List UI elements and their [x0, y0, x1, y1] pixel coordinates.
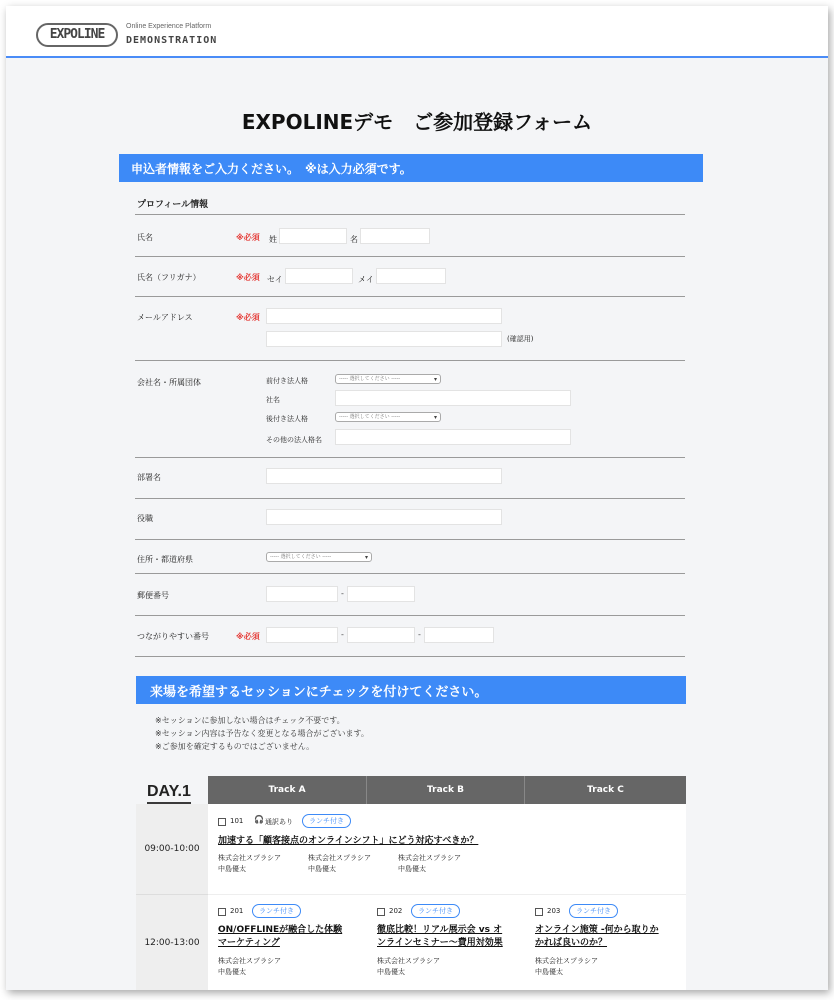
- logo-subtitle: DEMONSTRATION: [126, 35, 218, 46]
- company-name-input[interactable]: [335, 390, 571, 406]
- phone-input-2[interactable]: [347, 627, 415, 643]
- suffix-corp-label: 後付き法人格: [266, 415, 308, 423]
- divider: [135, 573, 685, 574]
- logo-tagline: Online Experience Platform: [126, 23, 212, 30]
- session-notes: [155, 714, 369, 753]
- divider: [135, 539, 685, 540]
- track-c-header: Track C: [525, 776, 686, 804]
- postal-label: 郵便番号: [137, 591, 169, 600]
- page-frame: [6, 6, 828, 990]
- other-corp-input[interactable]: [335, 429, 571, 445]
- phone-input-3[interactable]: [424, 627, 494, 643]
- department-input[interactable]: [266, 468, 502, 484]
- speaker: 株式会社スプラシア 中島優太: [398, 854, 461, 873]
- divider: [135, 360, 685, 361]
- suffix-corp-select[interactable]: ----- 選択してください ----- ▾: [335, 412, 441, 422]
- room-number: 101: [230, 817, 244, 825]
- session-checkbox[interactable]: [218, 908, 226, 916]
- session-checkbox[interactable]: [218, 818, 226, 826]
- postal-separator: -: [341, 589, 344, 598]
- divider: [135, 498, 685, 499]
- speaker: 株式会社スプラシア 中島優太: [218, 957, 281, 976]
- form-banner: 申込者情報をご入力ください。 ※は入力必須です。: [119, 154, 703, 182]
- lunch-badge: ランチ付き: [411, 904, 460, 918]
- required-mark: ※必須: [236, 233, 260, 242]
- session-checkbox[interactable]: [377, 908, 385, 916]
- room-number: 201: [230, 907, 244, 915]
- room-number: 203: [547, 907, 561, 915]
- position-label: 役職: [137, 514, 153, 523]
- email-confirm-note: (確認用): [507, 335, 534, 343]
- site-header: [6, 6, 828, 58]
- expoline-logo[interactable]: EXPOLINE: [36, 23, 118, 47]
- phone-label: つながりやすい番号: [137, 632, 209, 641]
- lunch-badge: ランチ付き: [252, 904, 301, 918]
- speaker: 株式会社スプラシア 中島優太: [218, 854, 281, 873]
- time-cell: 09:00-10:00: [136, 804, 208, 894]
- divider: [135, 256, 685, 257]
- speaker: 株式会社スプラシア 中島優太: [377, 957, 440, 976]
- page-title: EXPOLINEデモ ご参加登録フォーム: [241, 110, 593, 134]
- headphones-icon: 🎧: [254, 815, 264, 824]
- phone-separator: -: [418, 630, 421, 639]
- chevron-down-icon: ▾: [433, 414, 437, 421]
- kana-label: 氏名（フリガナ）: [137, 273, 201, 282]
- first-name-label: 名: [350, 235, 358, 244]
- session-checkbox[interactable]: [535, 908, 543, 916]
- postal-input-2[interactable]: [347, 586, 415, 602]
- chevron-down-icon: ▾: [433, 376, 437, 383]
- first-kana-input[interactable]: [376, 268, 446, 284]
- room-number: 202: [389, 907, 403, 915]
- session-banner: 来場を希望するセッションにチェックを付けてください。: [136, 676, 686, 704]
- company-name-label: 社名: [266, 396, 280, 404]
- lunch-badge: ランチ付き: [302, 814, 351, 828]
- day-label: DAY.1: [147, 783, 191, 805]
- phone-input-1[interactable]: [266, 627, 338, 643]
- divider: [135, 457, 685, 458]
- speaker: 株式会社スプラシア 中島優太: [308, 854, 371, 873]
- required-mark: ※必須: [236, 632, 260, 641]
- divider: [135, 214, 685, 215]
- interpretation-label: 通訳あり: [265, 818, 293, 826]
- postal-input-1[interactable]: [266, 586, 338, 602]
- divider: [135, 615, 685, 616]
- other-corp-label: その他の法人格名: [266, 436, 322, 444]
- session-title-link[interactable]: 徹底比較！リアル展示会 vs オ ンラインセミナー～費用対効果: [377, 925, 503, 948]
- prefix-corp-select[interactable]: ----- 選択してください ----- ▾: [335, 374, 441, 384]
- last-kana-label: セイ: [267, 275, 283, 284]
- track-b-header: Track B: [367, 776, 524, 804]
- time-cell: 12:00-13:00: [136, 894, 208, 990]
- note-line: ※ご参加を確定するものではございません。: [155, 742, 315, 751]
- first-name-input[interactable]: [360, 228, 430, 244]
- required-mark: ※必須: [236, 313, 260, 322]
- required-mark: ※必須: [236, 273, 260, 282]
- profile-section-heading: プロフィール情報: [137, 200, 209, 210]
- phone-separator: -: [341, 630, 344, 639]
- divider: [135, 296, 685, 297]
- prefix-corp-label: 前付き法人格: [266, 377, 308, 385]
- email-confirm-input[interactable]: [266, 331, 502, 347]
- speaker: 株式会社スプラシア 中島優太: [535, 957, 598, 976]
- company-label: 会社名・所属団体: [137, 378, 201, 387]
- last-kana-input[interactable]: [285, 268, 353, 284]
- track-a-header: Track A: [208, 776, 366, 804]
- department-label: 部署名: [137, 473, 161, 482]
- prefecture-select[interactable]: ----- 選択してください ----- ▾: [266, 552, 372, 562]
- divider: [135, 656, 685, 657]
- last-name-input[interactable]: [279, 228, 347, 244]
- session-title-link[interactable]: ON/OFFLINEが融合した体験 マーケティング: [218, 925, 343, 948]
- session-title-link[interactable]: 加速する「顧客接点のオンラインシフト」にどう対応すべきか？: [218, 836, 479, 846]
- position-input[interactable]: [266, 509, 502, 525]
- lunch-badge: ランチ付き: [569, 904, 618, 918]
- note-line: ※セッション内容は予告なく変更となる場合がございます。: [155, 729, 369, 738]
- chevron-down-icon: ▾: [364, 554, 368, 561]
- prefecture-label: 住所・都道府県: [137, 555, 193, 564]
- email-label: メールアドレス: [137, 313, 193, 322]
- name-label: 氏名: [137, 233, 153, 242]
- last-name-label: 姓: [269, 235, 277, 244]
- email-input[interactable]: [266, 308, 502, 324]
- note-line: ※セッションに参加しない場合はチェック不要です。: [155, 716, 345, 725]
- first-kana-label: メイ: [358, 275, 374, 284]
- session-title-link[interactable]: オンライン施策 -何から取りか かれば良いのか？: [535, 925, 659, 948]
